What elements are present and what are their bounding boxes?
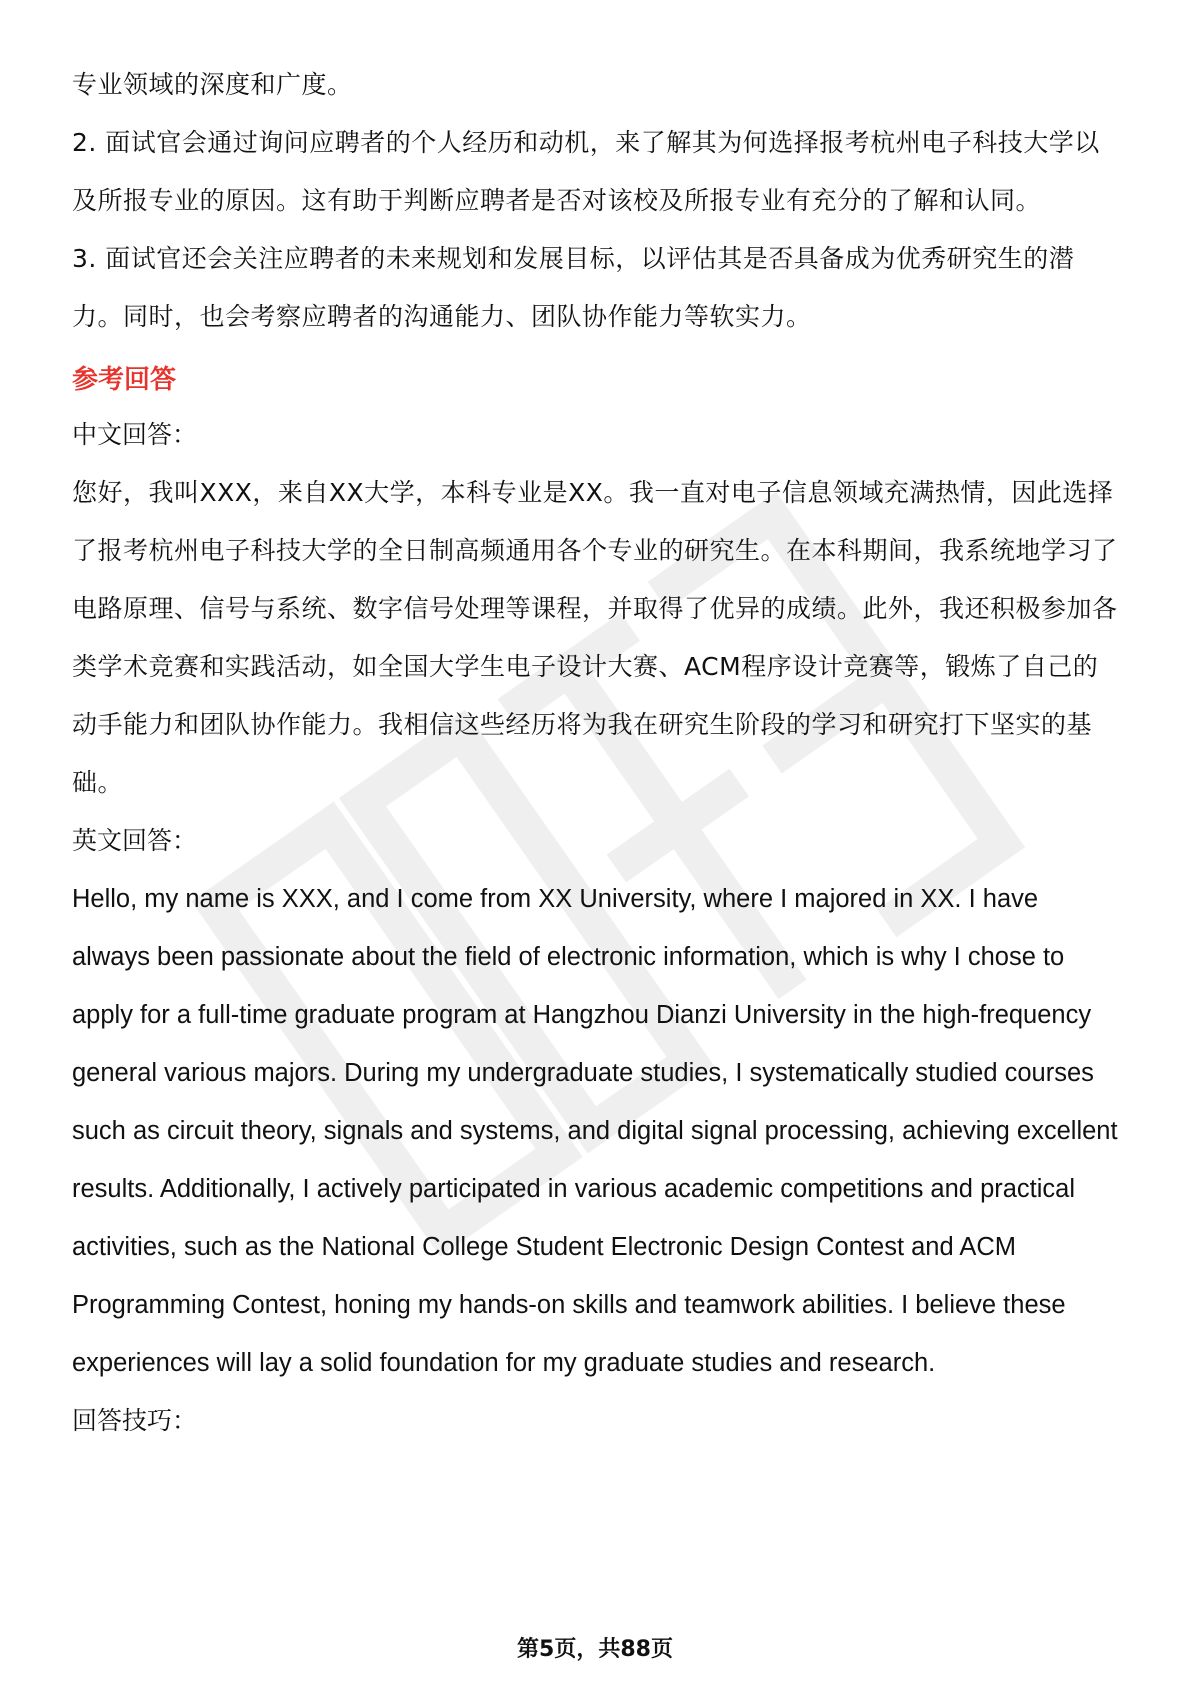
chinese-answer-label: 中文回答： [72,420,198,449]
reference-heading: 参考回答 [72,365,177,395]
point-3-text: 3. 面试官还会关注应聘者的未来规划和发展目标，以评估其是否具备成为优秀研究生的潜力。同时，也会考察应聘者的沟通能力、团队协作能力等软实力。 [72,244,1075,331]
point-2-text: 2. 面试官会通过询问应聘者的个人经历和动机，来了解其为何选择报考杭州电子科技大学以及所报专业的原因。这有助于判断应聘者是否对该校及所报专业有充分的了解和认同。 [72,128,1100,215]
page-number-footer: 第5页，共88页 [517,1637,673,1662]
page-content [72,56,1120,1450]
intro-tail-text: 专业领域的深度和广度。 [72,70,353,99]
chinese-answer-text: 您好，我叫XXX，来自XX大学，本科专业是XX。我一直对电子信息领域充满热情，因此选择了报考杭州电子科技大学的全日制高频通用各个专业的研究生。在本科期间，我系统地学习了电路原理、信号与系统、数字信号处理等课程，并取得了优异的成绩。此外，我还积极参加各类学术竞赛和实践活动，如全国大学生电子设计大赛、ACM程序设计竞赛等，锻炼了自己的动手能力和团队协作能力。我相信这些经历将为我在研究生阶段的学习和研究打下坚实的基础。 [72,478,1118,797]
english-answer-label: 英文回答： [72,826,198,855]
english-answer-text: Hello, my name is XXX, and I come from XX University, where I majored in XX. I have always been passionate about the field of electronic information, which is why I chose to apply for a full-time graduate program at Hangzhou Dianzi University in the high-frequency general various majors. During my undergraduate studies, I systematically studied courses such as circuit theory, signals and systems, and digital signal processing, achieving excellent results. Additionally, I actively participated in various academic competitions and practical activities, such as the National College Student Electronic Design Contest and ACM Programming Contest, honing my hands-on skills and teamwork abilities. I believe these experiences will lay a solid foundation for my graduate studies and research. [72,885,1118,1377]
tips-label: 回答技巧： [72,1406,198,1435]
